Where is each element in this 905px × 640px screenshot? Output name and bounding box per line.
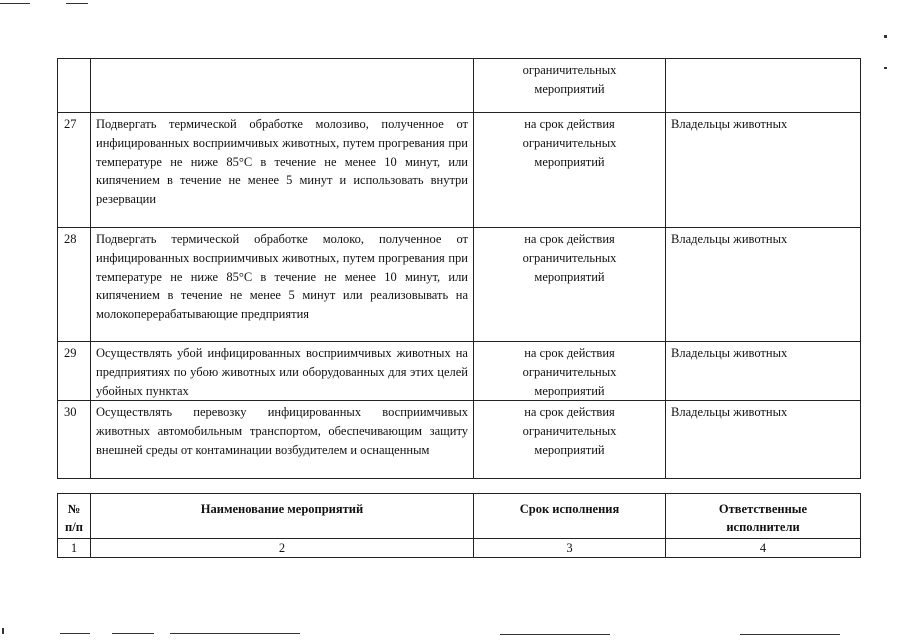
scan-mark-bottom [500, 634, 610, 635]
cell-term: ограничительных мероприятий [474, 59, 666, 113]
scan-mark-bottom [740, 634, 840, 635]
scan-mark-bottom [60, 633, 90, 634]
scan-mark-top-left [0, 3, 30, 4]
cell-responsible: Владельцы животных [666, 113, 861, 228]
cell-responsible: Владельцы животных [666, 342, 861, 401]
table-row [58, 401, 861, 479]
header-row [58, 494, 861, 539]
table-row [58, 228, 861, 342]
header-responsible: Ответственные исполнители [666, 494, 861, 539]
scan-mark-left [2, 628, 4, 634]
cell-term: на срок действия ограничительных мероприятий [474, 342, 666, 401]
header-number: № п/п [58, 494, 91, 539]
cell-responsible [666, 59, 861, 113]
scan-mark-bottom [112, 633, 154, 634]
cell-number: 28 [58, 228, 91, 342]
cell-responsible: Владельцы животных [666, 228, 861, 342]
column-number-cell: 3 [474, 539, 666, 558]
cell-number: 30 [58, 401, 91, 479]
scan-mark-right [884, 35, 887, 38]
scan-mark-top-left [66, 3, 88, 4]
cell-number: 27 [58, 113, 91, 228]
header-table [57, 493, 861, 558]
column-number-row [58, 539, 861, 558]
cell-term: на срок действия ограничительных мероприятий [474, 228, 666, 342]
scan-mark-right [884, 67, 887, 69]
column-number-cell: 1 [58, 539, 91, 558]
cell-number: 29 [58, 342, 91, 401]
cell-measure: Осуществлять перевозку инфицированных восприимчивых животных автомобильным транспортом, обеспечивающим защиту внешней среды от контаминации возбудителем и оснащенным [91, 401, 474, 479]
table-row [58, 342, 861, 401]
cell-responsible: Владельцы животных [666, 401, 861, 479]
cell-term: на срок действия ограничительных мероприятий [474, 113, 666, 228]
column-number-cell: 4 [666, 539, 861, 558]
table-row-continuation [58, 59, 861, 113]
header-measure: Наименование мероприятий [91, 494, 474, 539]
header-term: Срок исполнения [474, 494, 666, 539]
cell-number [58, 59, 91, 113]
cell-measure [91, 59, 474, 113]
cell-measure: Подвергать термической обработке молозиво, полученное от инфицированных восприимчивых животных, путем прогревания при температуре не ниже 85°С в течение не менее 10 минут, или кипячением в течение не менее 5 минут и использовать внутри резервации [91, 113, 474, 228]
cell-measure: Осуществлять убой инфицированных восприимчивых животных на предприятиях по убою животных или оборудованных для этих целей убойных пунктах [91, 342, 474, 401]
table-row [58, 113, 861, 228]
column-number-cell: 2 [91, 539, 474, 558]
cell-measure: Подвергать термической обработке молоко, полученное от инфицированных восприимчивых животных, путем прогревания при температуре не ниже 85°С в течение не менее 10 минут, или кипячением в течение не менее 5 минут или реализовывать на молокоперерабатывающие предприятия [91, 228, 474, 342]
measures-table [57, 58, 861, 479]
cell-term: на срок действия ограничительных мероприятий [474, 401, 666, 479]
scan-mark-bottom [170, 633, 300, 634]
